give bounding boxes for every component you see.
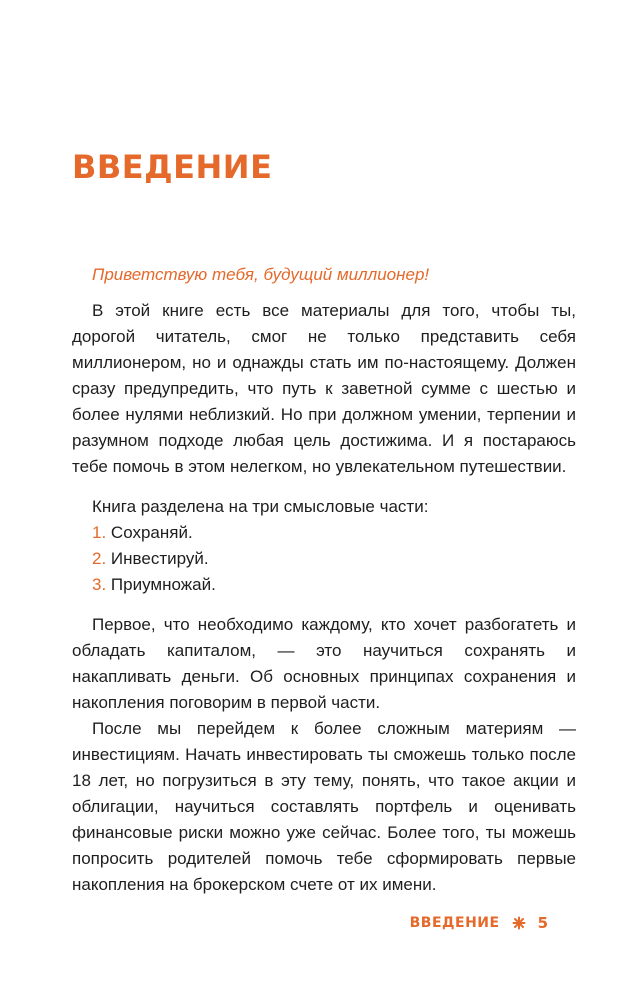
list-number: 2.: [92, 549, 107, 568]
list-text: Инвестируй.: [110, 549, 209, 568]
greeting: Приветствую тебя, будущий миллионер!: [92, 265, 430, 284]
asterisk-icon: [512, 916, 526, 930]
parts-list: [72, 520, 576, 598]
list-text: Сохраняй.: [110, 523, 193, 542]
paragraph-2: Первое, что необходимо каждому, кто хочет разбогатеть и обладать капиталом, — это научиться сохранять и накапливать деньги. Об основных принципах сохранения и накопления поговорим в первой части.: [72, 615, 576, 712]
list-number: 3.: [92, 575, 107, 594]
page-number: 5: [537, 914, 548, 932]
list-number: 1.: [92, 523, 107, 542]
page-footer: [410, 914, 548, 932]
list-intro: Книга разделена на три смысловые части:: [92, 497, 429, 516]
list-item: [92, 520, 576, 546]
footer-section-title: ВВЕДЕНИЕ: [409, 915, 500, 931]
list-item: [92, 572, 576, 598]
paragraph-1: В этой книге есть все материалы для того, чтобы ты, дорогой читатель, смог не только представить себя миллионером, но и однажды стать им по-настоящему. Должен сразу предупредить, что путь к заветной сумме с шестью и более нулями неблизкий. Но при должном умении, терпении и разумном подходе любая цель достижима. И я постараюсь тебе помочь в этом нелегком, но увлекательном путешествии.: [72, 301, 576, 476]
chapter-title: ВВЕДЕНИЕ: [72, 148, 273, 186]
body-text: [72, 262, 576, 898]
list-text: Приумножай.: [110, 575, 216, 594]
paragraph-3: После мы перейдем к более сложным материям — инвестициям. Начать инвестировать ты сможешь только после 18 лет, но погрузиться в эту тему, понять, что такое акции и облигации, научиться составлять портфель и оценивать финансовые риски можно уже сейчас. Более того, ты можешь попросить родителей помочь тебе сформировать первые накопления на брокерском счете от их имени.: [72, 719, 576, 894]
list-item: [92, 546, 576, 572]
